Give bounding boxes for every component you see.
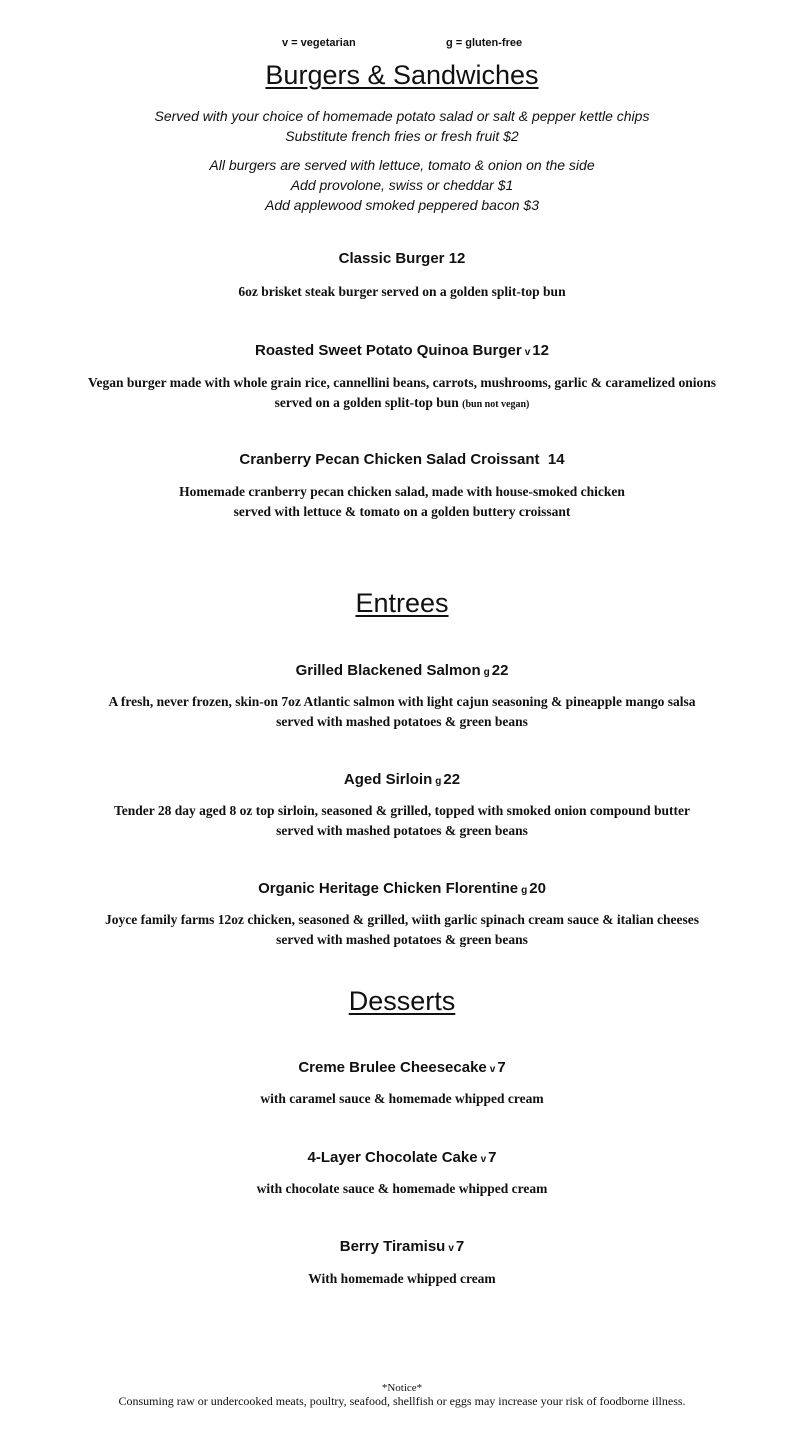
gluten-free-tag: g [435, 776, 442, 787]
burgers-note-toppings: All burgers are served with lettuce, tomato & onion on the side [209, 157, 595, 173]
item-name: 4-Layer Chocolate Cake [307, 1149, 478, 1166]
item-description: Vegan burger made with whole grain rice, cannellini beans, carrots, mushrooms, garlic & caramelized onions [88, 375, 716, 390]
item-description: Homemade cranberry pecan chicken salad, made with house-smoked chicken [179, 484, 625, 499]
burgers-note-bacon: Add applewood smoked peppered bacon $3 [265, 197, 539, 213]
item-description-line-2: served with lettuce & tomato on a golden buttery croissant [233, 504, 571, 519]
section-title-desserts: Desserts [348, 986, 456, 1016]
item-price: 7 [497, 1059, 506, 1076]
menu-item-chicken-florentine [0, 880, 804, 897]
menu-item-chicken-salad-croissant [0, 451, 804, 468]
item-description-text: served on a golden split-top bun [274, 395, 459, 410]
vegetarian-tag: v [480, 1154, 487, 1165]
burgers-note-cheese: Add provolone, swiss or cheddar $1 [290, 177, 514, 193]
burgers-note-sides: Served with your choice of homemade potato salad or salt & pepper kettle chips [154, 108, 650, 124]
legend-vegetarian: v = vegetarian [282, 37, 356, 49]
item-price: 20 [529, 880, 546, 897]
notice-text: Consuming raw or undercooked meats, poultry, seafood, shellfish or eggs may increase your risk of foodborne illness. [118, 1394, 686, 1408]
item-name: Berry Tiramisu [339, 1238, 446, 1255]
gluten-free-tag: g [483, 667, 490, 678]
item-name: Organic Heritage Chicken Florentine [258, 880, 519, 897]
item-description-line-2 [0, 393, 804, 415]
item-name: Grilled Blackened Salmon [295, 662, 481, 679]
item-price: 22 [443, 771, 461, 788]
item-price: 7 [455, 1238, 465, 1255]
menu-item-creme-brulee-cheesecake [0, 1059, 804, 1076]
item-name: Creme Brulee Cheesecake [298, 1059, 487, 1076]
item-price: 12 [448, 250, 466, 267]
item-description: with caramel sauce & homemade whipped cream [260, 1091, 544, 1106]
section-title-entrees: Entrees [355, 588, 449, 618]
item-name: Classic Burger [338, 250, 445, 267]
vegetarian-tag: v [524, 347, 531, 358]
item-price: 14 [547, 451, 565, 468]
menu-item-aged-sirloin [0, 771, 804, 788]
legend-gluten-free: g = gluten-free [446, 37, 523, 49]
item-description-line-2: served with mashed potatoes & green beans [276, 714, 528, 729]
menu-item-quinoa-burger [0, 342, 804, 359]
section-title-burgers: Burgers & Sandwiches [265, 60, 539, 90]
notice-title: *Notice* [381, 1382, 423, 1394]
item-price: 7 [488, 1149, 497, 1166]
item-name: Cranberry Pecan Chicken Salad Croissant [239, 451, 540, 468]
legend [0, 37, 804, 53]
item-description-line-2: served with mashed potatoes & green beans [276, 823, 528, 838]
item-name: Aged Sirloin [343, 771, 433, 788]
item-description: 6oz brisket steak burger served on a golden split-top bun [238, 284, 566, 299]
menu-item-chocolate-cake [0, 1149, 804, 1166]
item-description: Joyce family farms 12oz chicken, seasoned & grilled, wiith garlic spinach cream sauce & italian cheeses [104, 912, 700, 927]
item-description: With homemade whipped cream [308, 1271, 496, 1286]
vegetarian-tag: v [489, 1064, 496, 1075]
gluten-free-tag: g [521, 885, 528, 896]
vegetarian-tag: v [448, 1243, 454, 1254]
item-name: Roasted Sweet Potato Quinoa Burger [255, 342, 522, 359]
item-price: 12 [532, 342, 549, 359]
item-description-note: (bun not vegan) [462, 399, 530, 410]
menu-item-blackened-salmon [0, 662, 804, 679]
menu-item-classic-burger [0, 250, 804, 267]
item-description-line-2: served with mashed potatoes & green beans [276, 932, 528, 947]
item-description: Tender 28 day aged 8 oz top sirloin, seasoned & grilled, topped with smoked onion compound butter [113, 803, 691, 818]
item-description: A fresh, never frozen, skin-on 7oz Atlantic salmon with light cajun seasoning & pineapple mango salsa [108, 694, 696, 709]
item-price: 22 [491, 662, 509, 679]
burgers-note-substitute: Substitute french fries or fresh fruit $2 [285, 128, 519, 144]
menu-item-berry-tiramisu [0, 1238, 804, 1255]
item-description: with chocolate sauce & homemade whipped cream [256, 1181, 548, 1196]
